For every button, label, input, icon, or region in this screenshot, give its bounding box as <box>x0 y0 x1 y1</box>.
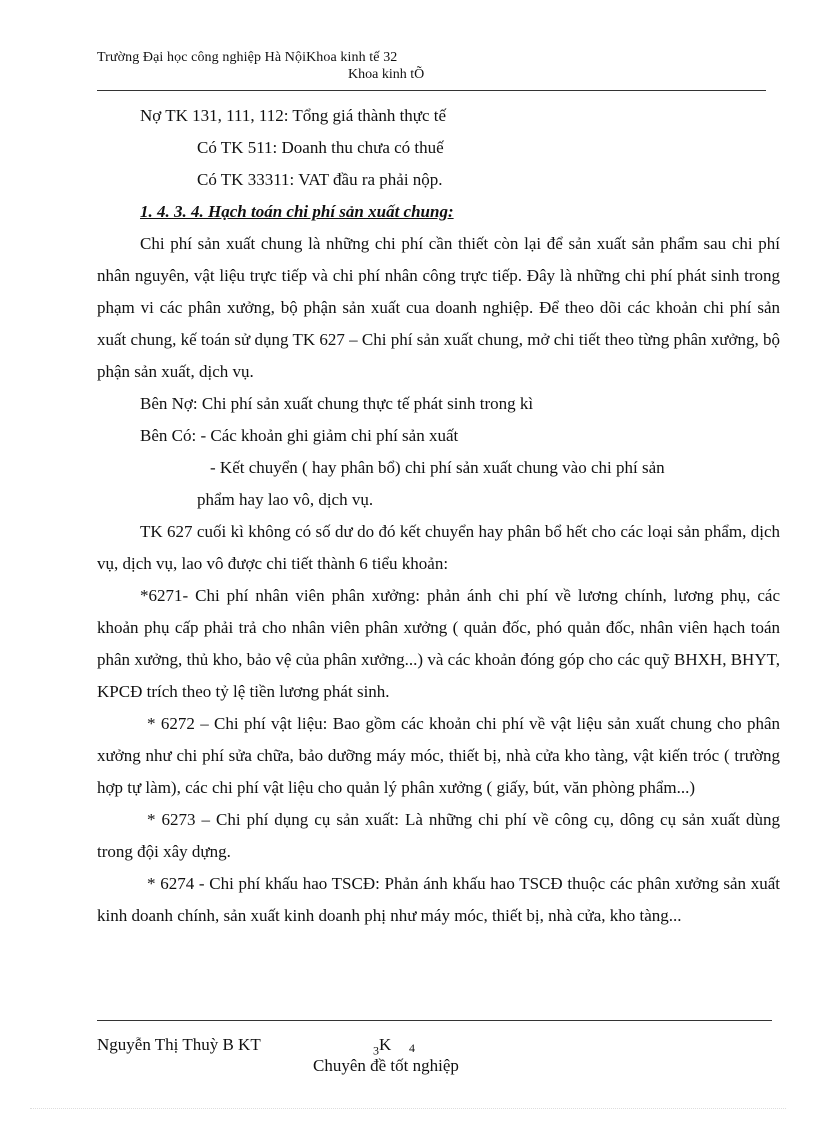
footer-class-sub: 3 <box>373 1043 379 1058</box>
ben-no-line: Bên Nợ: Chi phí sản xuất chung thực tế phát sinh trong kì <box>140 394 534 413</box>
header-faculty-line: Khoa kinh tÕ <box>348 67 425 82</box>
header-divider <box>97 90 766 91</box>
footer-class-letter: K <box>379 1035 392 1054</box>
section-heading: 1. 4. 3. 4. Hạch toán chi phí sản xuất chung: <box>140 202 454 221</box>
footer-class-number: 4 <box>409 1041 415 1055</box>
footer-title: Chuyên đề tốt nghiệp <box>313 1056 459 1075</box>
footer-class-code <box>373 1035 391 1058</box>
entry-co-33311: Có TK 33311: VAT đầu ra phải nộp. <box>197 170 443 189</box>
ben-co-line: Bên Có: - Các khoản ghi giảm chi phí sản xuất <box>140 426 459 445</box>
entry-co-511: Có TK 511: Doanh thu chưa có thuế <box>197 138 444 157</box>
document-body <box>97 100 780 932</box>
item-6274: * 6274 - Chi phí khấu hao TSCĐ: Phản ánh khấu hao TSCĐ thuộc các phân xưởng sản xuất kinh doanh chính, sản xuất kinh doanh phị như máy móc, thiết bị, nhà cửa, kho tàng... <box>97 874 780 925</box>
ben-co-line-2: - Kết chuyển ( hay phân bổ) chi phí sản xuất chung vào chi phí sản <box>210 458 665 477</box>
header-school-line: Trường Đại học công nghiệp Hà NộiKhoa kinh tế 32 <box>97 50 398 65</box>
item-6273: * 6273 – Chi phí dụng cụ sản xuất: Là những chi phí về công cụ, dông cụ sản xuất dùng trong đội xây dựng. <box>97 810 780 861</box>
entry-no: Nợ TK 131, 111, 112: Tổng giá thành thực tế <box>140 106 447 125</box>
item-6271: *6271- Chi phí nhân viên phân xưởng: phản ánh chi phí về lương chính, lương phụ, các khoản phụ cấp phải trả cho nhân viên phân xưởng ( quản đốc, phó quản đốc, nhân viên hạch toán phân xưởng, thủ kho, bảo vệ của phân xưởng...) và các khoản đóng góp cho các quỹ BHXH, BHYT, KPCĐ trích theo tỷ lệ tiền lương phát sinh. <box>97 586 780 701</box>
item-6272: * 6272 – Chi phí vật liệu: Bao gồm các khoản chi phí về vật liệu sản xuất chung cho phân xưởng như chi phí sửa chữa, bảo dưỡng máy móc, thiết bị, nhà cửa kho tàng, vật kiến tróc ( trường hợp tự làm), các chi phí vật liệu cho quản lý phân xưởng ( giấy, bút, văn phòng phẩm...) <box>97 714 780 797</box>
page-bottom-dotted-line <box>30 1108 786 1109</box>
paragraph-intro: Chi phí sản xuất chung là những chi phí cần thiết còn lại để sản xuất sản phẩm sau chi phí nhân nguyên, vật liệu trực tiếp và chi phí nhân công trực tiếp. Đây là những chi phí phát sinh trong phạm vi các phân xưởng, bộ phận sản xuất cua doanh nghiệp. Để theo dõi các khoản chi phí sản xuất chung, kế toán sử dụng TK 627 – Chi phí sản xuất chung, mở chi tiết theo từng phân xưởng, bộ phận sản xuất, dịch vụ. <box>97 234 780 381</box>
footer-author: Nguyễn Thị Thuỳ B KT <box>97 1035 261 1054</box>
footer-divider <box>97 1020 772 1021</box>
ben-co-line-3: phẩm hay lao vô, dịch vụ. <box>197 490 374 509</box>
paragraph-tk627: TK 627 cuối kì không có số dư do đó kết chuyển hay phân bổ hết cho các loại sản phẩm, dịch vụ, dịch vụ, lao vô được chi tiết thành 6 tiểu khoản: <box>97 522 780 573</box>
